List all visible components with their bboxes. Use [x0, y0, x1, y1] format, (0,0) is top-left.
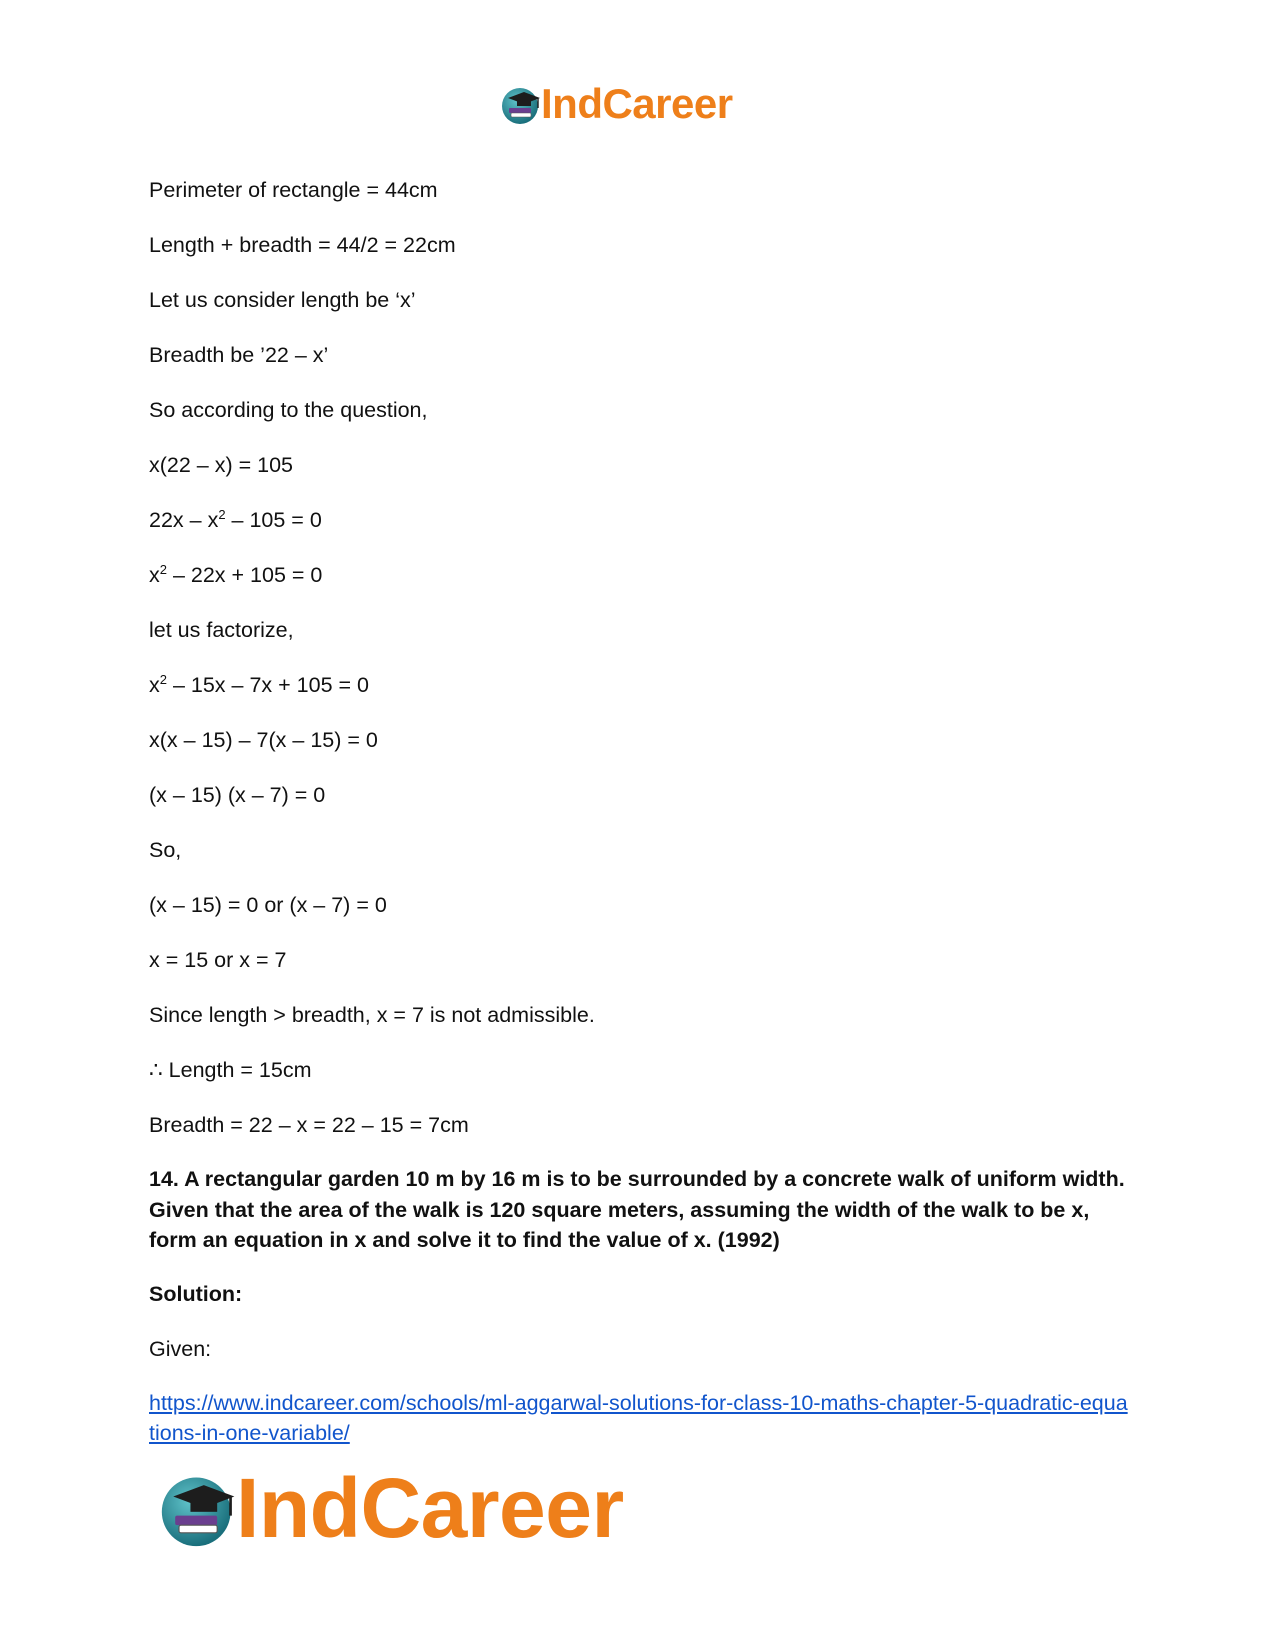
- graduation-cap-books-globe-icon: [500, 82, 544, 126]
- solution-label: Solution:: [149, 1281, 243, 1306]
- header-logo: [500, 80, 733, 128]
- exponent: 2: [218, 507, 226, 522]
- text-line: Breadth be ’22 – x’: [149, 343, 329, 367]
- text-line: Length + breadth = 44/2 = 22cm: [149, 233, 456, 257]
- given-label: Given:: [149, 1336, 212, 1361]
- equation-part: x: [149, 673, 160, 697]
- exponent: 2: [159, 672, 167, 687]
- question-14: 14. A rectangular garden 10 m by 16 m is to be surrounded by a concrete walk of uniform width. Given that the area of the walk is 120 square meters, assuming the width of the walk to be x, form an equation in x and solve it to find the value of x. (1992): [149, 1167, 1125, 1252]
- equation-part: – 22x + 105 = 0: [166, 563, 323, 587]
- equation-line: x(x – 15) – 7(x – 15) = 0: [149, 728, 378, 752]
- equation-part: – 15x – 7x + 105 = 0: [166, 673, 369, 697]
- text-line: Let us consider length be ‘x’: [149, 288, 416, 312]
- equation-part: 22x – x: [149, 508, 219, 532]
- equation-line: x = 15 or x = 7: [149, 948, 287, 972]
- text-line: Perimeter of rectangle = 44cm: [149, 178, 438, 202]
- equation-line: Breadth = 22 – x = 22 – 15 = 7cm: [149, 1113, 469, 1137]
- text-line: let us factorize,: [149, 618, 294, 642]
- text-line: So,: [149, 838, 182, 862]
- text-line: Since length > breadth, x = 7 is not admissible.: [149, 1003, 595, 1027]
- equation-line: (x – 15) = 0 or (x – 7) = 0: [149, 893, 387, 917]
- document-body: [149, 175, 1129, 1448]
- logo-text: IndCareer: [541, 80, 733, 127]
- footer-logo: [158, 1462, 624, 1554]
- equation-line: (x – 15) (x – 7) = 0: [149, 783, 326, 807]
- equation-part: – 105 = 0: [225, 508, 322, 532]
- source-link[interactable]: https://www.indcareer.com/schools/ml-aggarwal-solutions-for-class-10-maths-chapter-5-quadratic-equations-in-one-variable/: [149, 1390, 1128, 1445]
- text-line: So according to the question,: [149, 398, 428, 422]
- equation-line: [149, 670, 1129, 700]
- equation-line: [149, 560, 1129, 590]
- equation-line: x(22 – x) = 105: [149, 453, 294, 477]
- logo-text: IndCareer: [236, 1461, 624, 1555]
- exponent: 2: [159, 562, 167, 577]
- graduation-cap-books-globe-icon: [158, 1466, 242, 1550]
- text-line: ∴ Length = 15cm: [149, 1058, 312, 1082]
- equation-part: x: [149, 563, 160, 587]
- equation-line: [149, 505, 1129, 535]
